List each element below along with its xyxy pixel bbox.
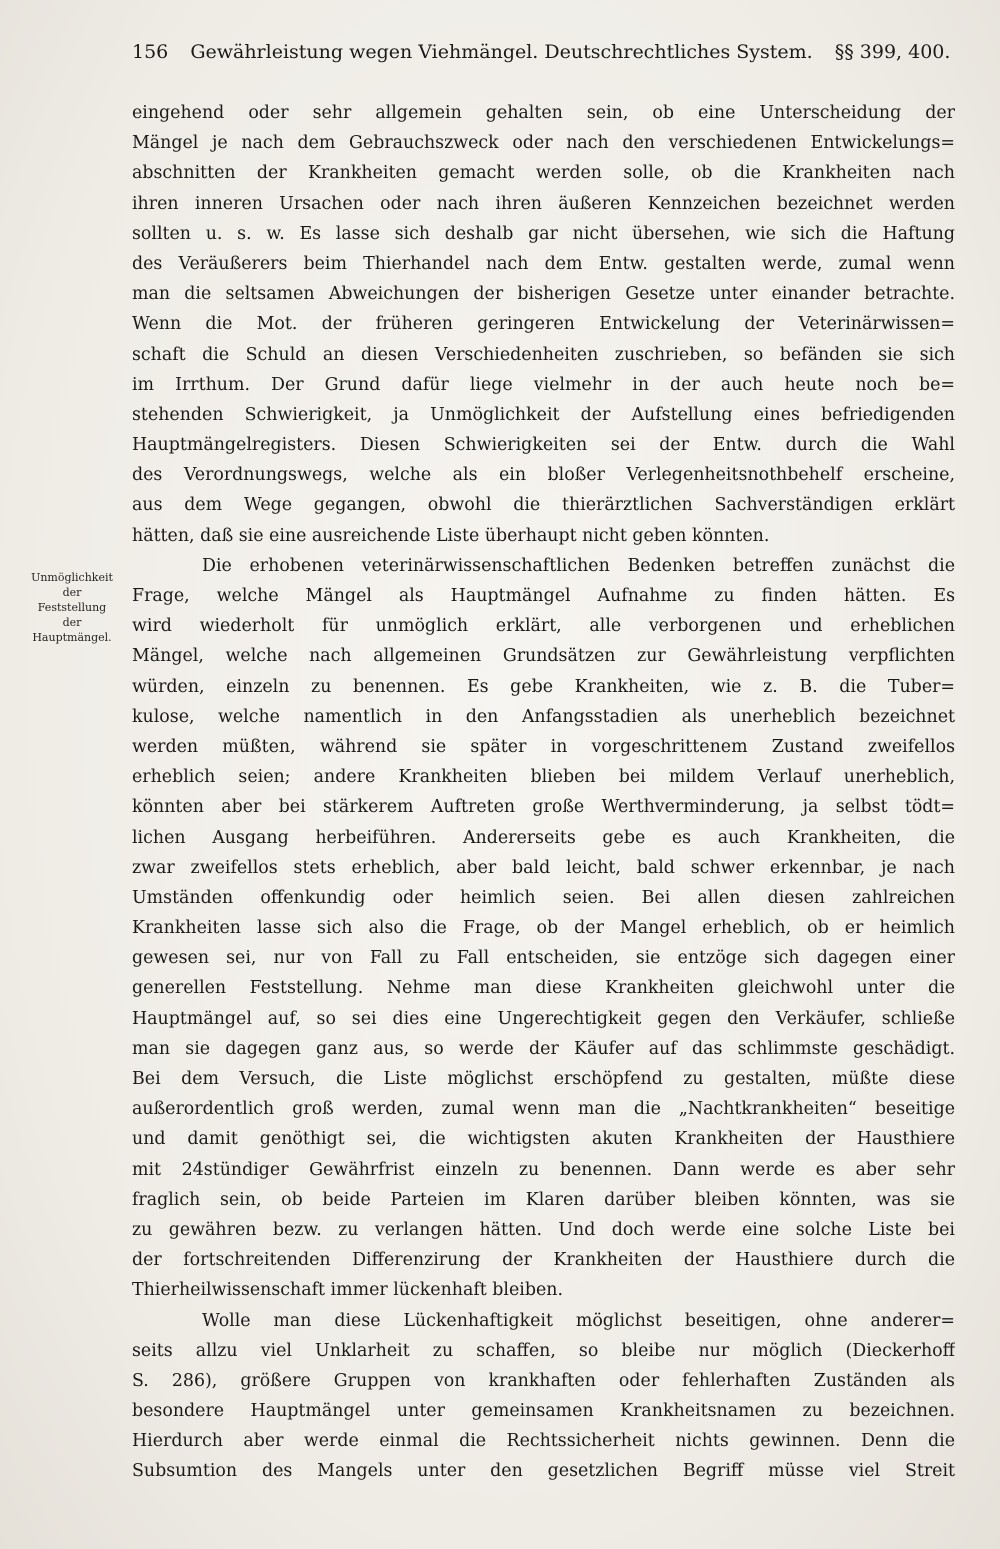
- text-line: man sie dagegen ganz aus, so werde der Käufer auf das schlimmste geschädigt.: [132, 1038, 955, 1059]
- text-line: Wenn die Mot. der früheren geringeren Entwickelung der Veterinärwissen=: [132, 314, 955, 335]
- text-line: werden müßten, während sie später in vorgeschrittenem Zustand zweifellos: [132, 736, 955, 757]
- section-reference: §§ 399, 400.: [834, 41, 951, 63]
- text-line: mit 24stündiger Gewährfrist einzeln zu benennen. Dann werde es aber sehr: [132, 1159, 955, 1180]
- text-line: und damit genöthigt sei, die wichtigsten akuten Krankheiten der Hausthiere: [132, 1129, 955, 1150]
- text-line: des Veräußerers beim Thierhandel nach dem Entw. gestalten werde, zumal wenn: [132, 253, 955, 274]
- text-line: generellen Feststellung. Nehme man diese Krankheiten gleichwohl unter die: [132, 978, 955, 999]
- text-line: man die seltsamen Abweichungen der bisherigen Gesetze unter einander betrachte.: [132, 284, 955, 305]
- text-line: Bei dem Versuch, die Liste möglichst erschöpfend zu gestalten, müßte diese: [132, 1069, 955, 1089]
- text-line: wird wiederholt für unmöglich erklärt, alle verborgenen und erheblichen: [132, 616, 955, 637]
- text-line: S. 286), größere Gruppen von krankhaften oder fehlerhaften Zuständen als: [132, 1370, 955, 1391]
- text-line: Subsumtion des Mangels unter den gesetzlichen Begriff müsse viel Streit: [132, 1461, 955, 1482]
- margin-note-line: Feststellung: [37, 601, 107, 614]
- margin-note-line: Hauptmängel.: [32, 631, 112, 644]
- text-line: der fortschreitenden Differenzirung der Krankheiten der Hausthiere durch die: [132, 1250, 955, 1271]
- text-line: Hauptmängelregisters. Diesen Schwierigkeiten sei der Entw. durch die Wahl: [132, 435, 955, 456]
- text-line: fraglich sein, ob beide Parteien im Klaren darüber bleiben könnten, was sie: [132, 1189, 955, 1210]
- margin-note-line: der: [62, 616, 82, 629]
- text-line: des Verordnungswegs, welche als ein bloßer Verlegenheitsnothbehelf erscheine,: [132, 465, 955, 486]
- running-header: [132, 38, 951, 66]
- text-line: zwar zweifellos stets erheblich, aber bald leicht, bald schwer erkennbar, je nach: [132, 857, 955, 878]
- text-line: stehenden Schwierigkeit, ja Unmöglichkeit der Aufstellung eines befriedigenden: [132, 404, 955, 425]
- text-line: Die erhobenen veterinärwissenschaftlichen Bedenken betreffen zunächst die: [202, 555, 955, 576]
- text-line: Thierheilwissenschaft immer lückenhaft bleiben.: [132, 1280, 563, 1301]
- margin-note-line: Unmöglichkeit: [31, 571, 113, 584]
- text-line: würden, einzeln zu benennen. Es gebe Krankheiten, wie z. B. die Tuber=: [132, 676, 955, 697]
- text-line: lichen Ausgang herbeiführen. Andererseits gebe es auch Krankheiten, die: [132, 827, 955, 848]
- text-line: seits allzu viel Unklarheit zu schaffen, so bleibe nur möglich (Dieckerhoff: [132, 1340, 955, 1361]
- page-number: 156: [132, 41, 169, 63]
- text-line: eingehend oder sehr allgemein gehalten sein, ob eine Unterscheidung der: [132, 103, 955, 123]
- text-line: kulose, welche namentlich in den Anfangsstadien als unerheblich bezeichnet: [132, 706, 955, 727]
- text-line: außerordentlich groß werden, zumal wenn man die „Nachtkrankheiten“ beseitige: [132, 1099, 955, 1120]
- text-line: besondere Hauptmängel unter gemeinsamen Krankheitsnamen zu bezeichnen.: [132, 1401, 955, 1422]
- text-line: Krankheiten lasse sich also die Frage, ob der Mangel erheblich, ob er heimlich: [132, 918, 955, 939]
- text-line: Wolle man diese Lückenhaftigkeit möglichst beseitigen, ohne anderer=: [202, 1310, 955, 1331]
- text-line: abschnitten der Krankheiten gemacht werden solle, ob die Krankheiten nach: [132, 163, 955, 184]
- text-line: ihren inneren Ursachen oder nach ihren äußeren Kennzeichen bezeichnet werden: [132, 193, 955, 214]
- running-title: Gewährleistung wegen Viehmängel. Deutschrechtliches System.: [190, 41, 813, 63]
- text-line: Frage, welche Mängel als Hauptmängel Aufnahme zu finden hätten. Es: [132, 586, 955, 606]
- text-line: im Irrthum. Der Grund dafür liege vielmehr in der auch heute noch be=: [132, 374, 955, 395]
- text-line: sollten u. s. w. Es lasse sich deshalb gar nicht übersehen, wie sich die Haftung: [132, 223, 955, 244]
- text-line: Hauptmängel auf, so sei dies eine Ungerechtigkeit gegen den Verkäufer, schließe: [132, 1008, 955, 1029]
- margin-note: [18, 570, 126, 645]
- text-line: zu gewähren bezw. zu verlangen hätten. Und doch werde eine solche Liste bei: [132, 1219, 955, 1240]
- body-text: [132, 98, 955, 1487]
- text-line: Hierdurch aber werde einmal die Rechtssicherheit nichts gewinnen. Denn die: [132, 1431, 955, 1452]
- text-line: erheblich seien; andere Krankheiten blieben bei mildem Verlauf unerheblich,: [132, 767, 955, 788]
- text-line: Mängel, welche nach allgemeinen Grundsätzen zur Gewährleistung verpflichten: [132, 646, 955, 667]
- text-line: schaft die Schuld an diesen Verschiedenheiten zuschrieben, so befänden sie sich: [132, 344, 955, 365]
- text-line: könnten aber bei stärkerem Auftreten große Werthverminderung, ja selbst tödt=: [132, 797, 955, 818]
- text-line: aus dem Wege gegangen, obwohl die thierärztlichen Sachverständigen erklärt: [132, 495, 955, 516]
- text-line: Umständen offenkundig oder heimlich seien. Bei allen diesen zahlreichen: [132, 887, 955, 908]
- text-line: Mängel je nach dem Gebrauchszweck oder nach den verschiedenen Entwickelungs=: [132, 133, 955, 154]
- text-line: hätten, daß sie eine ausreichende Liste überhaupt nicht geben könnten.: [132, 525, 770, 546]
- text-line: gewesen sei, nur von Fall zu Fall entscheiden, sie entzöge sich dagegen einer: [132, 948, 955, 969]
- margin-note-line: der: [62, 586, 82, 599]
